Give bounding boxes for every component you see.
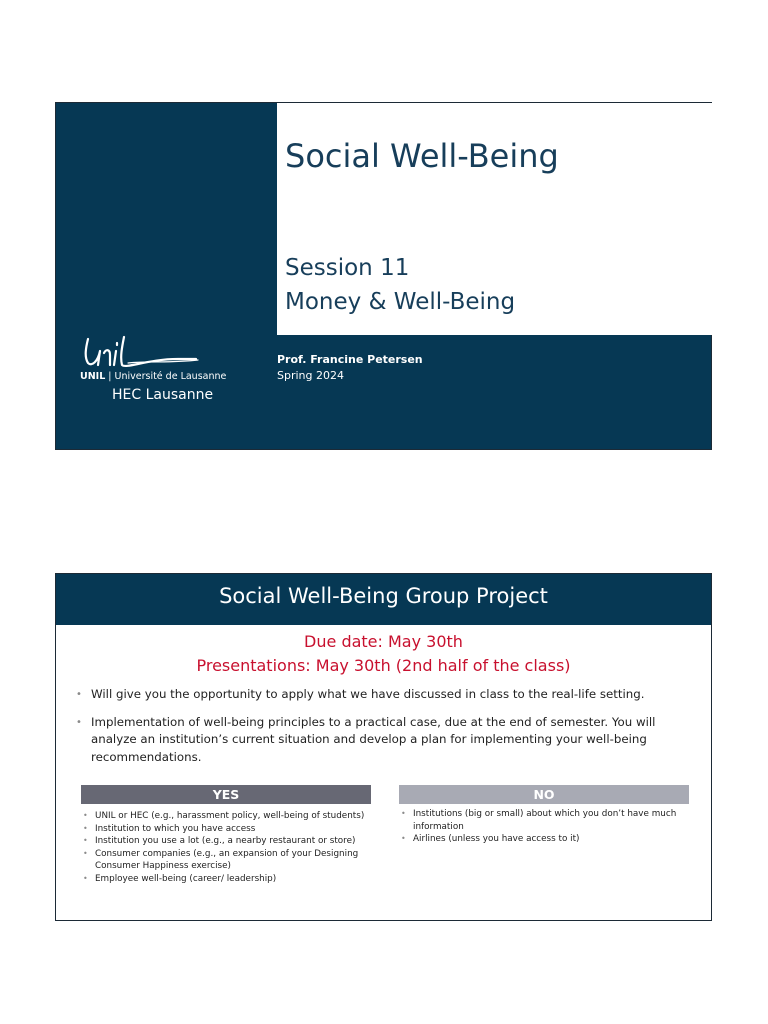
no-column [399, 785, 689, 846]
yes-list [81, 810, 371, 885]
unil-rest-text: | Université de Lausanne [105, 371, 227, 382]
yes-item: • Institution to which you have access [81, 823, 371, 836]
yes-item: • UNIL or HEC (e.g., harassment policy, well-being of students) [81, 810, 371, 823]
unil-wordmark [80, 371, 226, 382]
due-date: Due date: May 30th [304, 632, 463, 651]
title-slide [55, 102, 712, 450]
no-item: • Airlines (unless you have access to it) [399, 833, 689, 846]
unil-bold-text: UNIL [80, 371, 106, 382]
no-item: • Institutions (big or small) about which you don’t have much information [399, 808, 689, 833]
yes-item: • Institution you use a lot (e.g., a nearby restaurant or store) [81, 835, 371, 848]
bullet-item: • Implementation of well-being principles to a practical case, due at the end of semester. You will analyze an institution’s current situation and develop a plan for implementing your well-being recommendations. [74, 714, 694, 767]
presentations-date: Presentations: May 30th (2nd half of the class) [196, 656, 571, 675]
session-topic: Money & Well-Being [285, 289, 516, 315]
course-title: Social Well-Being [285, 137, 559, 175]
slide-header [56, 574, 711, 625]
unil-hec-logo [78, 333, 238, 413]
project-bullets [74, 686, 694, 776]
session-number: Session 11 [285, 255, 410, 281]
project-slide [55, 573, 712, 921]
unil-script-logo-icon [78, 333, 208, 373]
slide-title: Social Well-Being Group Project [219, 584, 548, 608]
yes-column [81, 785, 371, 885]
yes-header: YES [81, 785, 371, 804]
professor-name: Prof. Francine Petersen [277, 353, 423, 366]
yes-item: • Employee well-being (career/ leadership) [81, 873, 371, 886]
bullet-item: • Will give you the opportunity to apply what we have discussed in class to the real-life setting. [74, 686, 694, 704]
title-panel [277, 103, 712, 335]
yes-item: • Consumer companies (e.g., an expansion of your Designing Consumer Happiness exercise) [81, 848, 371, 873]
no-header: NO [399, 785, 689, 804]
hec-wordmark: HEC Lausanne [112, 387, 214, 403]
term-label: Spring 2024 [277, 369, 344, 382]
no-list [399, 808, 689, 846]
